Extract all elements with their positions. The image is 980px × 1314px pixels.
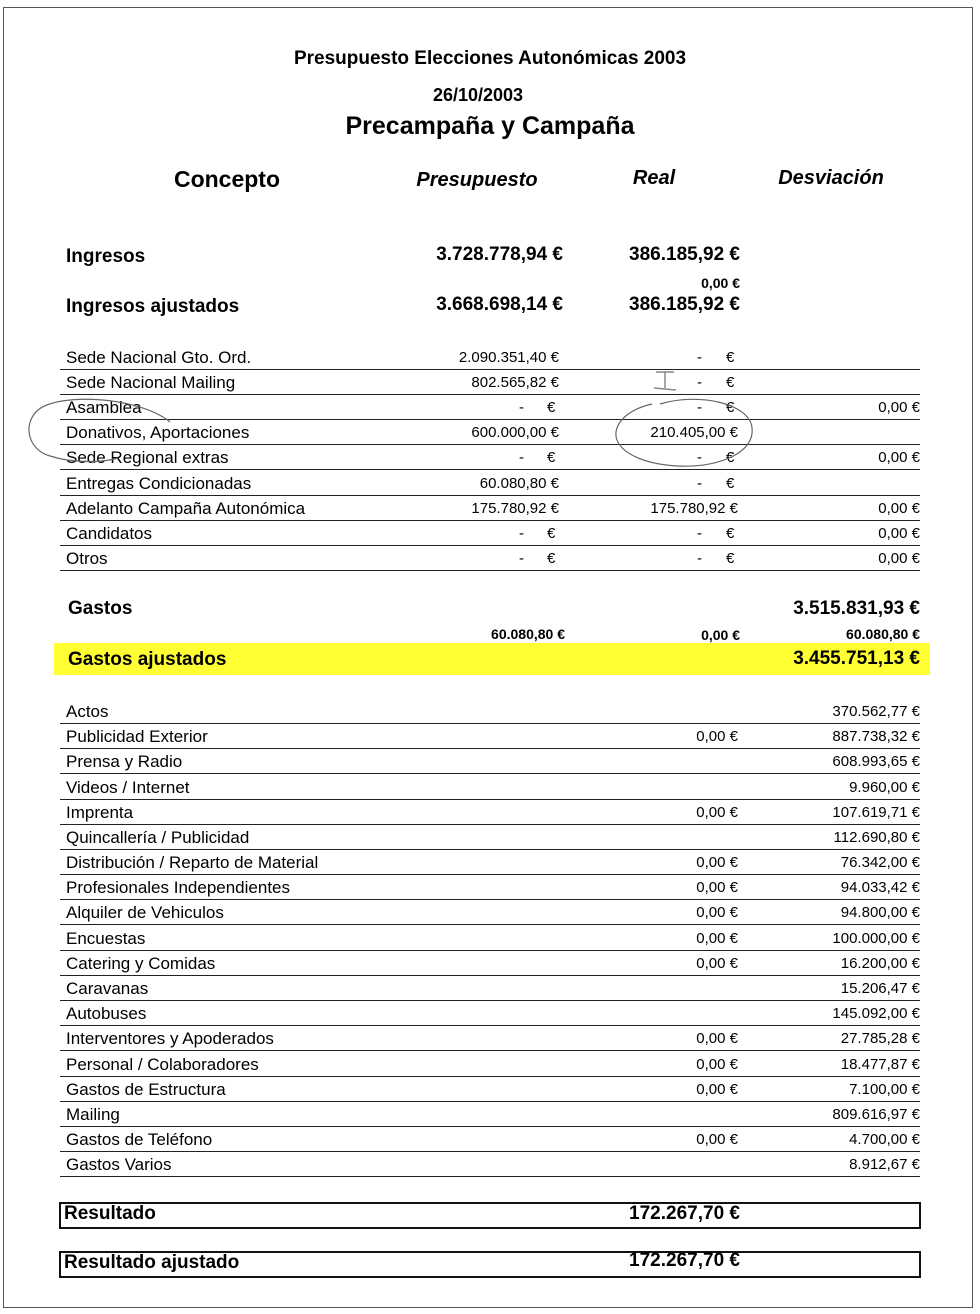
income-row-presupuesto-euro: €	[547, 399, 556, 417]
row-divider	[60, 369, 920, 370]
row-divider	[60, 748, 920, 749]
expense-row-desviacion: 76.342,00 €	[840, 854, 920, 872]
expense-row-desviacion: 8.912,67 €	[849, 1156, 920, 1174]
income-row-label: Sede Nacional Gto. Ord.	[66, 348, 252, 367]
expense-row-desviacion: 7.100,00 €	[849, 1080, 920, 1098]
resultado-label: Resultado	[64, 1203, 156, 1224]
income-row-presupuesto-euro: €	[547, 449, 556, 467]
expense-row-real: 0,00 €	[696, 879, 738, 897]
expense-row-desviacion: 94.800,00 €	[840, 904, 920, 922]
income-row-label: Donativos, Aportaciones	[66, 423, 250, 443]
income-row-label: Asamblea	[66, 398, 142, 418]
resultado-real: 172.267,70 €	[629, 1203, 740, 1224]
row-divider	[60, 520, 920, 521]
expense-row-label: Profesionales Independientes	[66, 878, 290, 898]
expense-row-desviacion: 887.738,32 €	[832, 728, 920, 746]
expense-row-real: 0,00 €	[696, 1080, 738, 1098]
resultado-box	[59, 1202, 921, 1229]
income-row-presupuesto: 175.780,92 €	[471, 499, 559, 517]
expense-row-label: Autobuses	[66, 1004, 147, 1024]
expense-row-label: Personal / Colaboradores	[66, 1054, 259, 1074]
expense-row-desviacion: 100.000,00 €	[832, 929, 920, 947]
expense-row-label: Alquiler de Vehiculos	[66, 903, 224, 923]
expense-row-label: Quincallería / Publicidad	[66, 827, 250, 847]
expense-row-desviacion: 809.616,97 €	[832, 1105, 920, 1123]
row-divider	[60, 469, 920, 470]
expense-row-desviacion: 16.200,00 €	[840, 954, 920, 972]
expense-row-real: 0,00 €	[696, 728, 738, 746]
gastos-label: Gastos	[68, 598, 133, 619]
income-row-presupuesto-dash: -	[519, 399, 524, 417]
ingresos-real: 386.185,92 €	[629, 244, 740, 265]
income-row-presupuesto-dash: -	[519, 549, 524, 567]
expense-row-label: Imprenta	[66, 802, 134, 822]
expense-row-desviacion: 9.960,00 €	[849, 778, 920, 796]
document-date: 26/10/2003	[432, 85, 524, 105]
ingresos-ajustados-presupuesto: 3.668.698,14 €	[436, 294, 563, 315]
income-row-label: Sede Nacional Mailing	[66, 373, 236, 393]
income-row-real-dash: -	[697, 399, 702, 417]
income-row-real: 210.405,00 €	[650, 424, 738, 442]
ingresos-ajustados-label: Ingresos ajustados	[66, 296, 240, 317]
expense-row-desviacion: 112.690,80 €	[833, 828, 920, 846]
expense-row-real: 0,00 €	[696, 1055, 738, 1073]
income-row-real-euro: €	[726, 524, 735, 542]
income-row-label: Adelanto Campaña Autonómica	[66, 498, 306, 518]
expense-row-desviacion: 608.993,65 €	[832, 753, 920, 771]
column-header-concepto: Concepto	[173, 166, 281, 192]
row-divider	[60, 1176, 920, 1177]
income-row-real-dash: -	[697, 349, 702, 366]
ingresos-presupuesto: 3.728.778,94 €	[436, 244, 563, 265]
expense-row-label: Gastos Varios	[66, 1155, 172, 1175]
expense-row-label: Gastos de Estructura	[66, 1079, 226, 1099]
row-divider	[60, 1126, 920, 1127]
row-divider	[60, 419, 920, 420]
expense-row-real: 0,00 €	[696, 1030, 738, 1048]
expense-row-real: 0,00 €	[696, 803, 738, 821]
row-divider	[60, 824, 920, 825]
row-divider	[60, 1050, 920, 1051]
expense-row-label: Interventores y Apoderados	[66, 1029, 274, 1049]
expense-row-desviacion: 94.033,42 €	[840, 879, 920, 897]
income-row-real-dash: -	[697, 449, 702, 467]
expense-row-real: 0,00 €	[696, 1131, 738, 1149]
expense-row-desviacion: 15.206,47 €	[840, 979, 920, 997]
gastos-sub-real: 0,00 €	[701, 627, 740, 643]
income-row-presupuesto: 60.080,80 €	[479, 474, 559, 492]
column-header-desviacion: Desviación	[778, 167, 884, 189]
gastos-sub-desviacion: 60.080,80 €	[846, 626, 920, 642]
expense-row-label: Videos / Internet	[66, 777, 190, 797]
row-divider	[60, 394, 920, 395]
income-row-presupuesto-dash: -	[519, 449, 524, 467]
income-row-presupuesto-euro: €	[547, 524, 556, 542]
row-divider	[60, 799, 920, 800]
row-divider	[60, 773, 920, 774]
row-divider	[60, 1151, 920, 1152]
row-divider	[60, 975, 920, 976]
column-header-real: Real	[632, 167, 676, 189]
row-divider	[60, 899, 920, 900]
income-row-real-euro: €	[726, 549, 735, 567]
income-row-presupuesto: 600.000,00 €	[471, 424, 559, 442]
gastos-desviacion: 3.515.831,93 €	[793, 598, 920, 619]
income-row-real-dash: -	[697, 524, 702, 542]
document-title: Presupuesto Elecciones Autonómicas 2003	[293, 48, 687, 69]
income-row-presupuesto: 802.565,82 €	[471, 374, 559, 392]
expense-row-desviacion: 27.785,28 €	[840, 1030, 920, 1048]
income-row-desviacion: 0,00 €	[878, 549, 920, 567]
income-row-real-dash: -	[697, 549, 702, 567]
income-row-presupuesto: 2.090.351,40 €	[458, 349, 559, 366]
expense-row-desviacion: 370.562,77 €	[832, 703, 920, 720]
income-row-real-euro: €	[726, 349, 735, 366]
row-divider	[60, 1101, 920, 1102]
expense-row-label: Encuestas	[66, 928, 146, 948]
expense-row-real: 0,00 €	[696, 929, 738, 947]
gastos-ajustados-desviacion: 3.455.751,13 €	[793, 648, 920, 669]
income-row-label: Entregas Condicionadas	[66, 473, 252, 493]
expense-row-desviacion: 107.619,71 €	[832, 803, 920, 821]
row-divider	[60, 545, 920, 546]
income-row-label: Sede Regional extras	[66, 448, 229, 468]
income-row-desviacion: 0,00 €	[878, 499, 920, 517]
document-subtitle: Precampaña y Campaña	[345, 112, 635, 140]
row-divider	[60, 570, 920, 571]
row-divider	[60, 495, 920, 496]
income-row-label: Otros	[66, 548, 108, 568]
row-divider	[60, 1076, 920, 1077]
row-divider	[60, 444, 920, 445]
income-row-real: 175.780,92 €	[650, 499, 738, 517]
expense-row-real: 0,00 €	[696, 904, 738, 922]
income-row-desviacion: 0,00 €	[878, 524, 920, 542]
expense-row-real: 0,00 €	[696, 954, 738, 972]
row-divider	[60, 950, 920, 951]
expense-row-desviacion: 18.477,87 €	[840, 1055, 920, 1073]
gastos-ajustados-label: Gastos ajustados	[68, 649, 227, 670]
pencil-mark-icon	[648, 368, 688, 398]
row-divider	[60, 723, 920, 724]
ingresos-label: Ingresos	[66, 246, 146, 267]
expense-row-label: Caravanas	[66, 978, 149, 998]
pencil-circle-right-icon	[600, 388, 770, 478]
expense-row-label: Actos	[66, 702, 109, 721]
expense-row-desviacion: 145.092,00 €	[832, 1005, 920, 1023]
expense-row-real: 0,00 €	[696, 854, 738, 872]
resultado-ajustado-label: Resultado ajustado	[64, 1252, 240, 1273]
income-row-real-euro: €	[726, 399, 735, 417]
income-row-desviacion: 0,00 €	[878, 399, 920, 417]
expense-row-label: Catering y Comidas	[66, 953, 216, 973]
income-row-real-euro: €	[726, 474, 735, 492]
ingresos-real-sub: 0,00 €	[701, 275, 740, 291]
expense-row-label: Mailing	[66, 1104, 120, 1124]
expense-row-label: Publicidad Exterior	[66, 727, 208, 747]
income-row-label: Candidatos	[66, 523, 153, 543]
income-row-real-dash: -	[697, 474, 702, 492]
resultado-ajustado-real: 172.267,70 €	[629, 1250, 740, 1271]
ingresos-ajustados-real: 386.185,92 €	[629, 294, 740, 315]
income-row-presupuesto-dash: -	[519, 524, 524, 542]
row-divider	[60, 1025, 920, 1026]
income-row-desviacion: 0,00 €	[878, 449, 920, 467]
column-header-presupuesto: Presupuesto	[416, 169, 538, 191]
income-row-real-euro: €	[726, 449, 735, 467]
expense-row-label: Gastos de Teléfono	[66, 1130, 213, 1150]
row-divider	[60, 924, 920, 925]
income-row-presupuesto-euro: €	[547, 549, 556, 567]
income-row-real-dash: -	[697, 374, 702, 392]
income-row-real-euro: €	[726, 374, 735, 392]
pencil-circle-left-icon	[20, 392, 180, 472]
row-divider	[60, 849, 920, 850]
gastos-sub-presupuesto: 60.080,80 €	[491, 626, 565, 642]
row-divider	[60, 1000, 920, 1001]
expense-row-desviacion: 4.700,00 €	[849, 1131, 920, 1149]
row-divider	[60, 874, 920, 875]
expense-row-label: Prensa y Radio	[66, 752, 183, 772]
expense-row-label: Distribución / Reparto de Material	[66, 853, 319, 873]
